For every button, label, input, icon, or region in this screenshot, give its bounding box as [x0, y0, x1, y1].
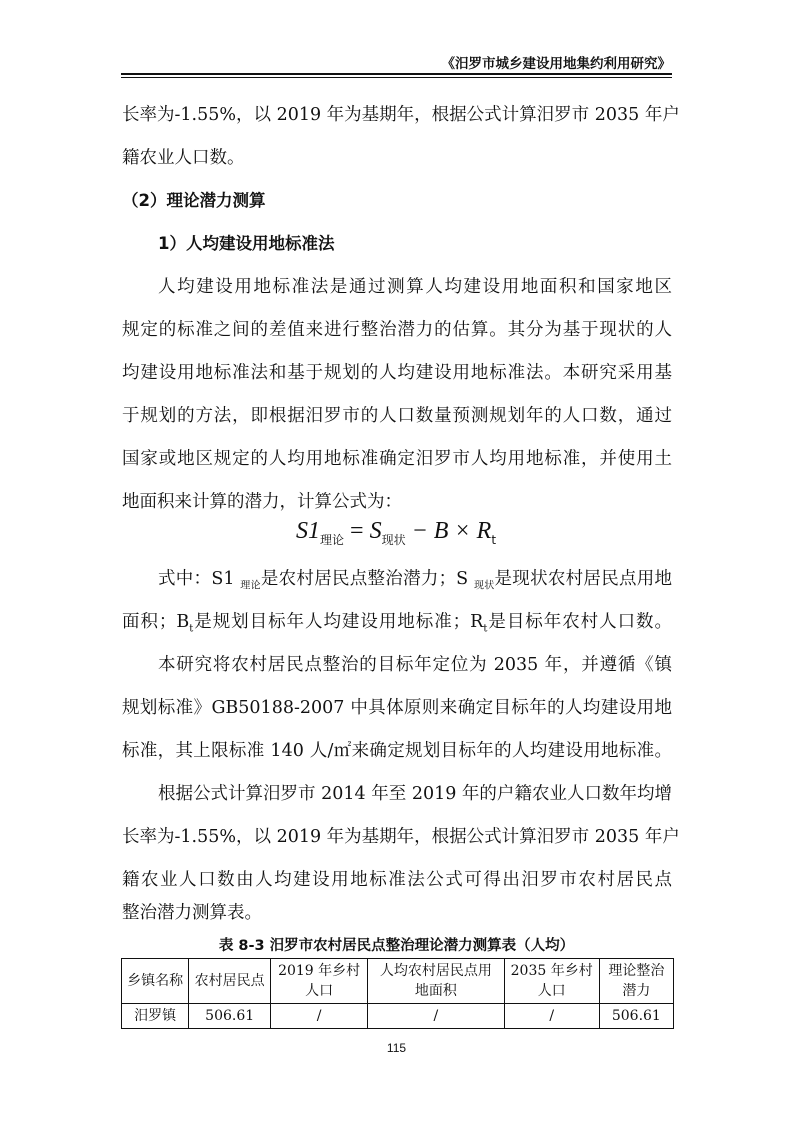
- formula-minus-b: − B ×: [405, 518, 477, 544]
- formula-s: S: [369, 518, 382, 544]
- body-line: 长率为-1.55%，以 2019 年为基期年，根据公式计算汨罗市 2035 年户: [122, 105, 680, 125]
- header-cell: 农村居民点: [189, 959, 271, 1004]
- header-cell: 理论整治 潜力: [599, 959, 673, 1004]
- subscript: t: [189, 623, 194, 635]
- body-line: 国家或地区规定的人均用地标准确定汨罗市人均用地标准，并使用土: [122, 449, 672, 469]
- text-run: 是规划目标年人均建设用地标准；R: [193, 612, 484, 632]
- header-cell: 乡镇名称: [122, 959, 189, 1004]
- table-cell: 506.61: [599, 1004, 673, 1029]
- page-number: 115: [386, 1041, 407, 1055]
- body-line: 规定的标准之间的差值来进行整治潜力的估算。其分为基于现状的人: [122, 320, 672, 340]
- subscript: 理论: [240, 580, 261, 592]
- body-line: 标准，其上限标准 140 人/㎡来确定规划目标年的人均建设用地标准。: [122, 741, 672, 761]
- table-cell: /: [504, 1004, 599, 1029]
- formula-sub-theory: 理论: [320, 533, 345, 547]
- body-line: [158, 567, 672, 599]
- formula-sub-t: t: [491, 533, 497, 547]
- body-line: 长率为-1.55%，以 2019 年为基期年，根据公式计算汨罗市 2035 年户: [122, 827, 680, 847]
- body-line: 人均建设用地标准法是通过测算人均建设用地面积和国家地区: [158, 277, 672, 297]
- body-line: 根据公式计算汨罗市 2014 年至 2019 年的户籍农业人口数年均增: [158, 784, 672, 804]
- running-title: 《汨罗市城乡建设用地集约利用研究》: [441, 56, 671, 72]
- section-heading: （2）理论潜力测算: [122, 191, 266, 210]
- table-cell: /: [368, 1004, 505, 1029]
- text-run: 是农村居民点整治潜力；S: [260, 569, 474, 589]
- header-cell: 2019 年乡村 人口: [271, 959, 368, 1004]
- body-line: 籍农业人口数由人均建设用地标准法公式可得出汨罗市农村居民点: [122, 870, 672, 890]
- body-line: 整治潜力测算表。: [122, 903, 262, 923]
- table-caption: 表 8-3 汨罗市农村居民点整治理论潜力测算表（人均）: [218, 938, 575, 954]
- body-line: 均建设用地标准法和基于规划的人均建设用地标准法。本研究采用基: [122, 363, 672, 383]
- body-line: [122, 610, 672, 642]
- formula-eq: =: [344, 518, 370, 544]
- header-rule-thin: [121, 77, 672, 78]
- formula-r: R: [476, 518, 492, 544]
- header-cell: 2035 年乡村 人口: [504, 959, 599, 1004]
- body-line: 本研究将农村居民点整治的目标年定位为 2035 年，并遵循《镇: [158, 655, 672, 675]
- body-line: 地面积来计算的潜力，计算公式为：: [122, 492, 402, 512]
- formula: [296, 518, 496, 548]
- table-cell: /: [271, 1004, 368, 1029]
- text-run: 式中：S1: [158, 569, 241, 589]
- header-cell: 人均农村居民点用 地面积: [368, 959, 505, 1004]
- table-cell: 汨罗镇: [122, 1004, 189, 1029]
- body-line: 规划标准》GB50188-2007 中具体原则来确定目标年的人均建设用地: [122, 698, 672, 718]
- text-run: 是现状农村居民点用地: [494, 569, 673, 589]
- header-rule-thick: [121, 73, 672, 75]
- formula-sub-status: 现状: [381, 533, 406, 547]
- text-run: 面积；B: [122, 612, 190, 632]
- text-run: 是目标年农村人口数。: [487, 612, 672, 632]
- table-cell: 506.61: [189, 1004, 271, 1029]
- potential-table: [121, 958, 674, 1029]
- subsection-heading: 1）人均建设用地标准法: [158, 234, 335, 253]
- subscript: 现状: [473, 580, 495, 592]
- table-header-row: [122, 959, 674, 1004]
- body-line: 籍农业人口数。: [122, 148, 245, 168]
- table-row: [122, 1004, 674, 1029]
- body-line: 于规划的方法，即根据汨罗市的人口数量预测规划年的人口数，通过: [122, 406, 672, 426]
- formula-s1: S1: [296, 518, 320, 544]
- subscript: t: [483, 623, 488, 635]
